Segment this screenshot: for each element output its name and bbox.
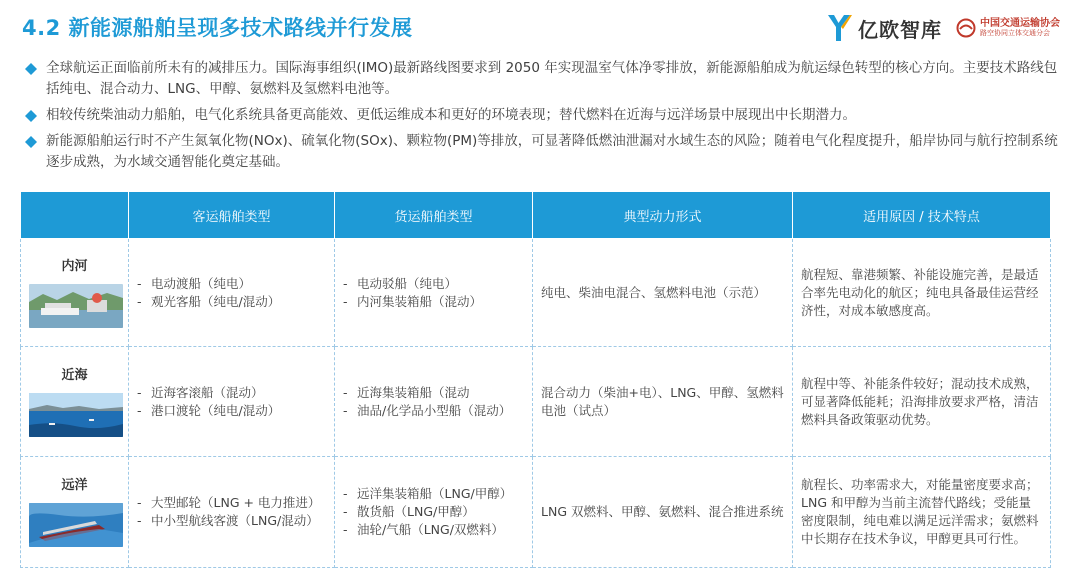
list-item: - 中小型航线客渡（LNG/混动） <box>137 512 326 530</box>
region-name: 近海 <box>61 367 88 383</box>
passenger-cell <box>129 347 335 457</box>
yiou-logo-icon <box>826 13 852 43</box>
association-emblem-icon <box>956 18 976 38</box>
list-item: - 电动渡船（纯电） <box>137 275 326 293</box>
header-cell-region <box>21 192 129 239</box>
list-item: - 散货船（LNG/甲醇） <box>343 503 524 521</box>
header-cell-power: 典型动力形式 <box>533 192 793 239</box>
region-name: 内河 <box>61 258 88 274</box>
power-cell: LNG 双燃料、甲醇、氨燃料、混合推进系统 <box>533 457 793 568</box>
passenger-cell <box>129 239 335 347</box>
header-cell-passenger: 客运船舶类型 <box>129 192 335 239</box>
list-item: - 电动驳船（纯电） <box>343 275 524 293</box>
reason-cell: 航程短、靠港频繁、补能设施完善，是最适合率先电动化的航区；纯电具备最佳运营经济性，对成本敏感度高。 <box>793 239 1051 347</box>
table-row <box>21 457 1051 568</box>
region-cell <box>21 457 129 568</box>
river-ferry-image <box>29 284 123 328</box>
bullet-text: 相较传统柴油动力船舶，电气化系统具备更高能效、更低运维成本和更好的环境表现；替代燃料在近海与远洋场景中展现出中长期潜力。 <box>46 107 856 123</box>
association-name: 中国交通运输协会 <box>980 18 1060 30</box>
bullet-item <box>24 105 1064 126</box>
region-cell <box>21 239 129 347</box>
list-item: - 近海集装箱船（混动 <box>343 384 524 402</box>
bullet-list <box>24 58 1064 178</box>
table-row <box>21 347 1051 457</box>
list-item: - 内河集装箱船（混动） <box>343 293 524 311</box>
diamond-bullet-icon <box>24 109 38 123</box>
cargo-cell <box>335 457 533 568</box>
table-row <box>21 239 1051 347</box>
reason-cell: 航程长、功率需求大，对能量密度要求高；LNG 和甲醇为当前主流替代路线；受能量密度限制，纯电难以满足远洋需求；氨燃料中长期存在技术争议，甲醇更具可行性。 <box>793 457 1051 568</box>
list-item: - 港口渡轮（纯电/混动） <box>137 402 326 420</box>
cargo-cell <box>335 347 533 457</box>
header-cell-reason: 适用原因 / 技术特点 <box>793 192 1051 239</box>
bullet-item <box>24 131 1064 173</box>
diamond-bullet-icon <box>24 62 38 76</box>
association-logo <box>956 18 1060 38</box>
reason-cell: 航程中等、补能条件较好；混动技术成熟，可显著降低能耗；沿海排放要求严格，清洁燃料具备政策驱动优势。 <box>793 347 1051 457</box>
passenger-cell <box>129 457 335 568</box>
power-cell: 纯电、柴油电混合、氢燃料电池（示范） <box>533 239 793 347</box>
coastal-sea-image <box>29 393 123 437</box>
power-cell: 混合动力（柴油+电）、LNG、甲醇、氢燃料电池（试点） <box>533 347 793 457</box>
list-item: - 大型邮轮（LNG + 电力推进） <box>137 494 326 512</box>
cargo-cell <box>335 239 533 347</box>
association-subname: 路空协同立体交通分会 <box>980 28 1050 37</box>
header-cell-cargo: 货运船舶类型 <box>335 192 533 239</box>
bullet-text: 新能源船舶运行时不产生氮氧化物(NOx)、硫氧化物(SOx)、颗粒物(PM)等排放，可显著降低燃油泄漏对水域生态的风险；随着电气化程度提升，船岸协同与航行控制系统逐步成熟，为水域交通智能化奠定基础。 <box>46 133 1058 170</box>
bullet-text: 全球航运正面临前所未有的减排压力。国际海事组织(IMO)最新路线图要求到 2050 年实现温室气体净零排放，新能源船舶成为航运绿色转型的核心方向。主要技术路线包括纯电、混合动力、LNG、甲醇、氨燃料及氢燃料电池等。 <box>46 60 1058 97</box>
page-title: 4.2 新能源船舶呈现多技术路线并行发展 <box>22 16 413 40</box>
list-item: - 远洋集装箱船（LNG/甲醇） <box>343 485 524 503</box>
region-cell <box>21 347 129 457</box>
list-item: - 油品/化学品小型船（混动） <box>343 402 524 420</box>
logo-text: 亿欧智库 <box>858 17 942 42</box>
diamond-bullet-icon <box>24 135 38 149</box>
ship-type-table <box>20 191 1051 568</box>
ocean-ship-image <box>29 503 123 547</box>
region-name: 远洋 <box>61 478 88 493</box>
list-item: - 近海客滚船（混动） <box>137 384 326 402</box>
logo-area <box>826 10 1060 46</box>
list-item: - 油轮/气船（LNG/双燃料） <box>343 521 524 539</box>
list-item: - 观光客船（纯电/混动） <box>137 293 326 311</box>
table-header-row <box>21 192 1051 239</box>
bullet-item <box>24 58 1064 100</box>
